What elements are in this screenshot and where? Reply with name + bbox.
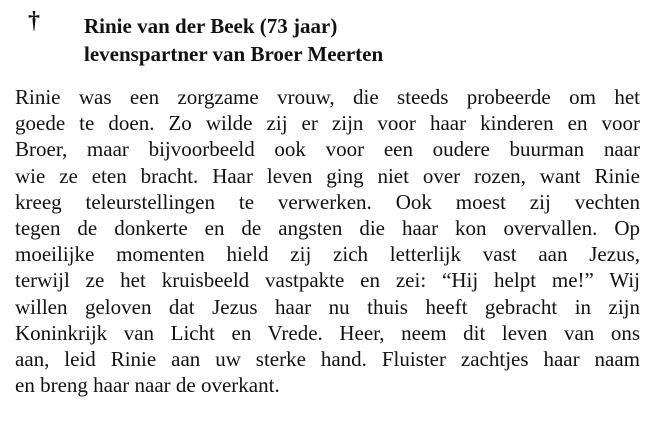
deceased-name: Rinie van der Beek (73 jaar) (84, 14, 338, 38)
text-line: terwijl ze het kruisbeeld vastpakte en zei: “Hij helpt me!” Wij (15, 268, 640, 293)
memorial-header (84, 12, 383, 68)
text-line: willen geloven dat Jezus haar nu thuis heeft gebracht in zijn (15, 294, 640, 319)
text-line: goede te doen. Zo wilde zij er zijn voor haar kinderen en voor (15, 111, 640, 136)
text-line: Koninkrijk van Licht en Vrede. Heer, neem dit leven van ons (15, 320, 640, 345)
text-line: moeilijke momenten hield zij zich letterlijk vast aan Jezus, (15, 242, 640, 267)
cross-icon: † (28, 8, 40, 34)
text-line: kreeg teleurstellingen te verwerken. Ook moest zij vechten (15, 189, 640, 214)
memorial-text (15, 84, 640, 398)
text-line: tegen de donkerte en de angsten die haar kon overvallen. Op (15, 216, 640, 241)
text-line: aan, leid Rinie aan uw sterke hand. Fluister zachtjes haar naam (15, 347, 640, 372)
text-line: wie ze eten bracht. Haar leven ging niet over rozen, want Rinie (15, 163, 640, 188)
text-line: Rinie was een zorgzame vrouw, die steeds probeerde om het (15, 85, 640, 109)
text-line: Broer, maar bijvoorbeeld ook voor een oudere buurman naar (15, 137, 640, 162)
text-line: en breng haar naar de overkant. (15, 373, 280, 398)
relation-line: levenspartner van Broer Meerten (84, 42, 384, 66)
